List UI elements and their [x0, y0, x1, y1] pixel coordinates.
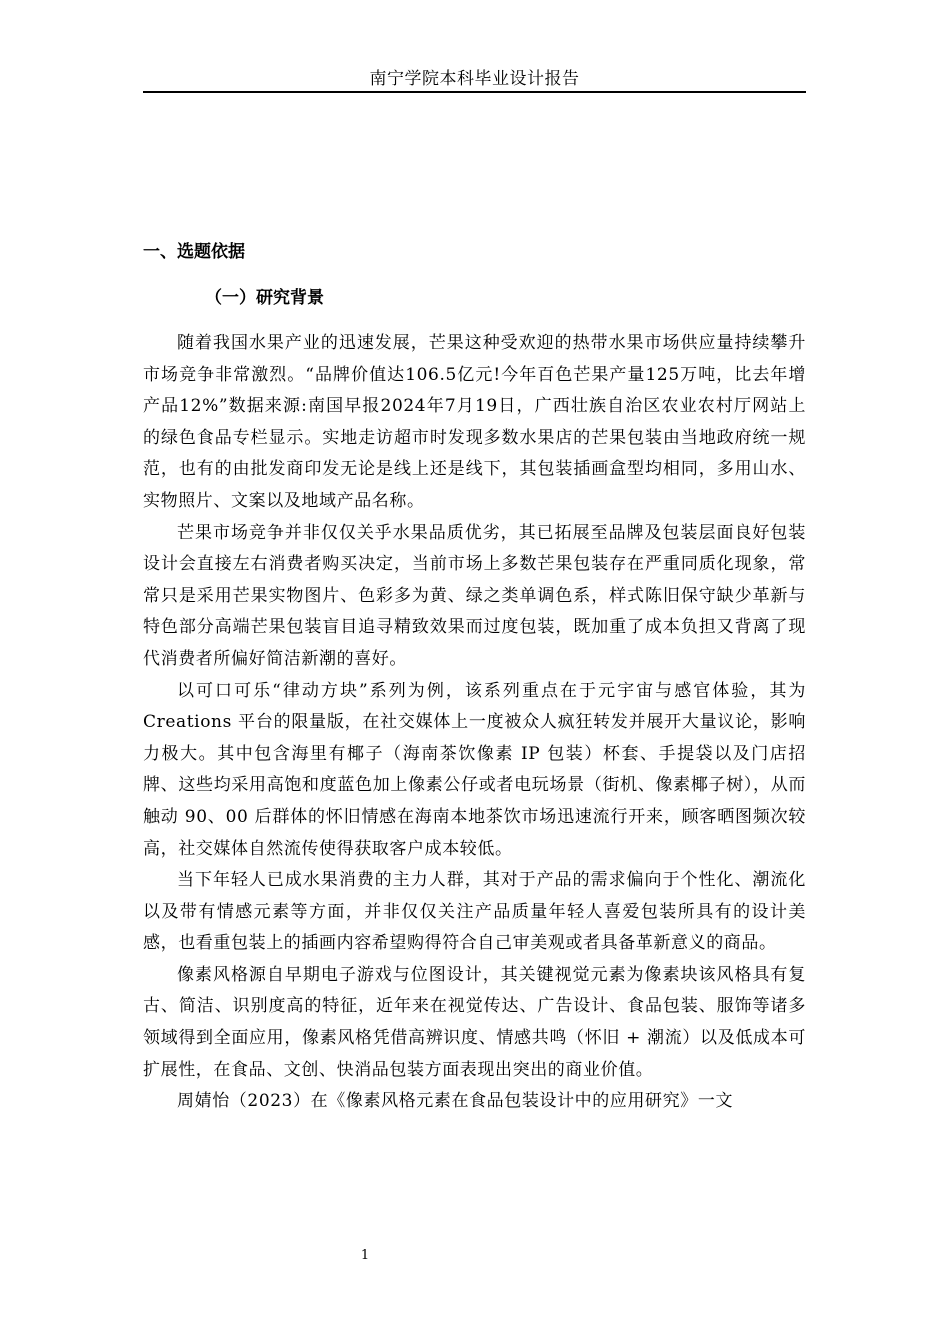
body-text — [143, 328, 806, 1118]
section-title: 一、选题依据 — [143, 242, 245, 262]
paragraph-research-background-1: 随着我国水果产业的迅速发展，芒果这种受欢迎的热带水果市场供应量持续攀升市场竞争非常激烈。“品牌价值达106.5亿元!今年百色芒果产量125万吨，比去年增产品12%”数据来源:南国早报2024年7月19日，广西壮族自治区农业农村厅网站上的绿色食品专栏显示。实地走访超市时发现多数水果店的芒果包装由当地政府统一规范，也有的由批发商印发无论是线上还是线下，其包装插画盒型均相同，多用山水、实物照片、文案以及地域产品名称。 — [143, 333, 806, 511]
page-number: 1 — [360, 1248, 370, 1263]
running-header: 南宁学院本科毕业设计报告 — [369, 69, 580, 89]
paragraph-coca-cola-example: 以可口可乐“律动方块”系列为例，该系列重点在于元宇宙与感官体验，其为 Creations 平台的限量版，在社交媒体上一度被众人疯狂转发并展开大量议论，影响力极大。其中包含海里有椰子（海南茶饮像素 IP 包装）杯套、手提袋以及门店招牌、这些均采用高饱和度蓝色加上像素公仔或者电玩场景（街机、像素椰子树），从而触动 90、00 后群体的怀旧情感在海南本地茶饮市场迅速流行开来，顾客晒图频次较高，社交媒体自然流传使得获取客户成本较低。 — [143, 680, 806, 859]
paragraph-young-consumers: 当下年轻人已成水果消费的主力人群，其对于产品的需求偏向于个性化、潮流化以及带有情感元素等方面，并非仅仅关注产品质量年轻人喜爱包装所具有的设计美感，也看重包装上的插画内容希望购得符合自己审美观或者具备革新意义的商品。 — [143, 870, 806, 954]
header-rule — [143, 91, 806, 93]
paragraph-research-background-2: 芒果市场竞争并非仅仅关乎水果品质优劣，其已拓展至品牌及包装层面良好包装设计会直接左右消费者购买决定，当前市场上多数芒果包装存在严重同质化现象，常常只是采用芒果实物图片、色彩多为黄、绿之类单调色系，样式陈旧保守缺少革新与特色部分高端芒果包装盲目追寻精致效果而过度包装，既加重了成本负担又背离了现代消费者所偏好简洁新潮的喜好。 — [143, 522, 806, 669]
subsection-title: （一）研究背景 — [205, 288, 324, 308]
paragraph-literature-start: 周婧怡（2023）在《像素风格元素在食品包装设计中的应用研究》一文 — [177, 1091, 734, 1112]
paragraph-pixel-style: 像素风格源自早期电子游戏与位图设计，其关键视觉元素为像素块该风格具有复古、简洁、识别度高的特征，近年来在视觉传达、广告设计、食品包装、服饰等诸多领域得到全面应用，像素风格凭借高辨识度、情感共鸣（怀旧 + 潮流）以及低成本可扩展性，在食品、文创、快消品包装方面表现出突出的商业价值。 — [143, 964, 806, 1080]
